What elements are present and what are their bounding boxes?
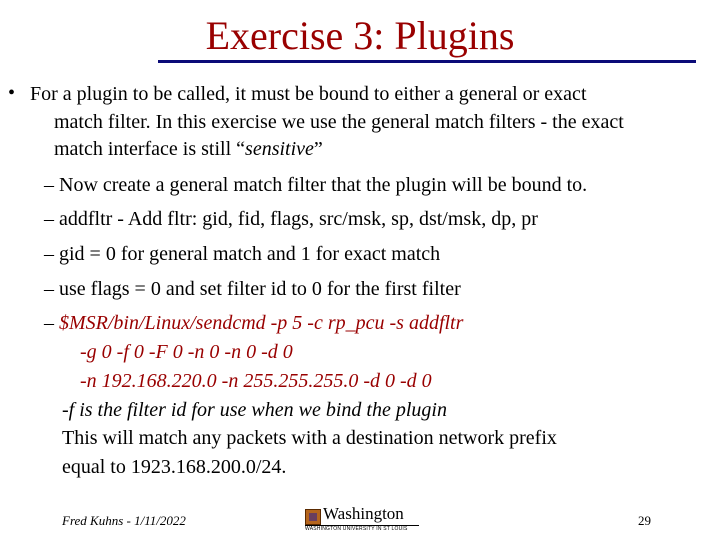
subpoint-flags: – use flags = 0 and set filter id to 0 for the first filter [44,278,461,300]
bullet-marker: • [8,82,16,104]
command-line-3: -n 192.168.220.0 -n 255.255.255.0 -d 0 -d 0 [80,370,432,392]
page-title: Exercise 3: Plugins [205,13,515,58]
footer-author-date: Fred Kuhns - 1/11/2022 [62,513,186,528]
note-filter-id: -f is the filter id for use when we bind the plugin [62,399,447,421]
intro-line-1: For a plugin to be called, it must be bound to either a general or exact [30,83,587,105]
subpoint-addfltr: – addfltr - Add fltr: gid, fid, flags, src/msk, sp, dst/msk, dp, pr [44,208,538,230]
note-match-line-2: equal to 1923.168.200.0/24. [62,456,287,478]
subpoint-create-filter: – Now create a general match filter that the plugin will be bound to. [44,174,588,196]
command-line-1 [44,311,463,335]
intro-line-2: match filter. In this exercise we use the general match filters - the exact [54,111,624,133]
command-dash: – [44,312,59,334]
subpoint-gid: – gid = 0 for general match and 1 for exact match [44,243,441,265]
shield-icon [305,509,321,525]
note-match-line-1: This will match any packets with a destination network prefix [62,427,557,449]
page-number: 29 [638,513,651,528]
intro-line-3 [54,137,323,161]
intro-line-3-emphasis: sensitive [245,138,314,160]
university-logo [303,504,419,532]
command-line-2: -g 0 -f 0 -F 0 -n 0 -n 0 -d 0 [80,341,293,363]
title-underline [158,60,696,63]
intro-line-3-post: ” [313,138,323,160]
logo-wordmark: Washington [323,504,404,523]
intro-line-3-pre: match interface is still “ [54,138,246,160]
logo-subtext: WASHINGTON UNIVERSITY IN ST LOUIS [305,525,419,532]
command-text-1: $MSR/bin/Linux/sendcmd -p 5 -c rp_pcu -s addfltr [59,312,464,334]
